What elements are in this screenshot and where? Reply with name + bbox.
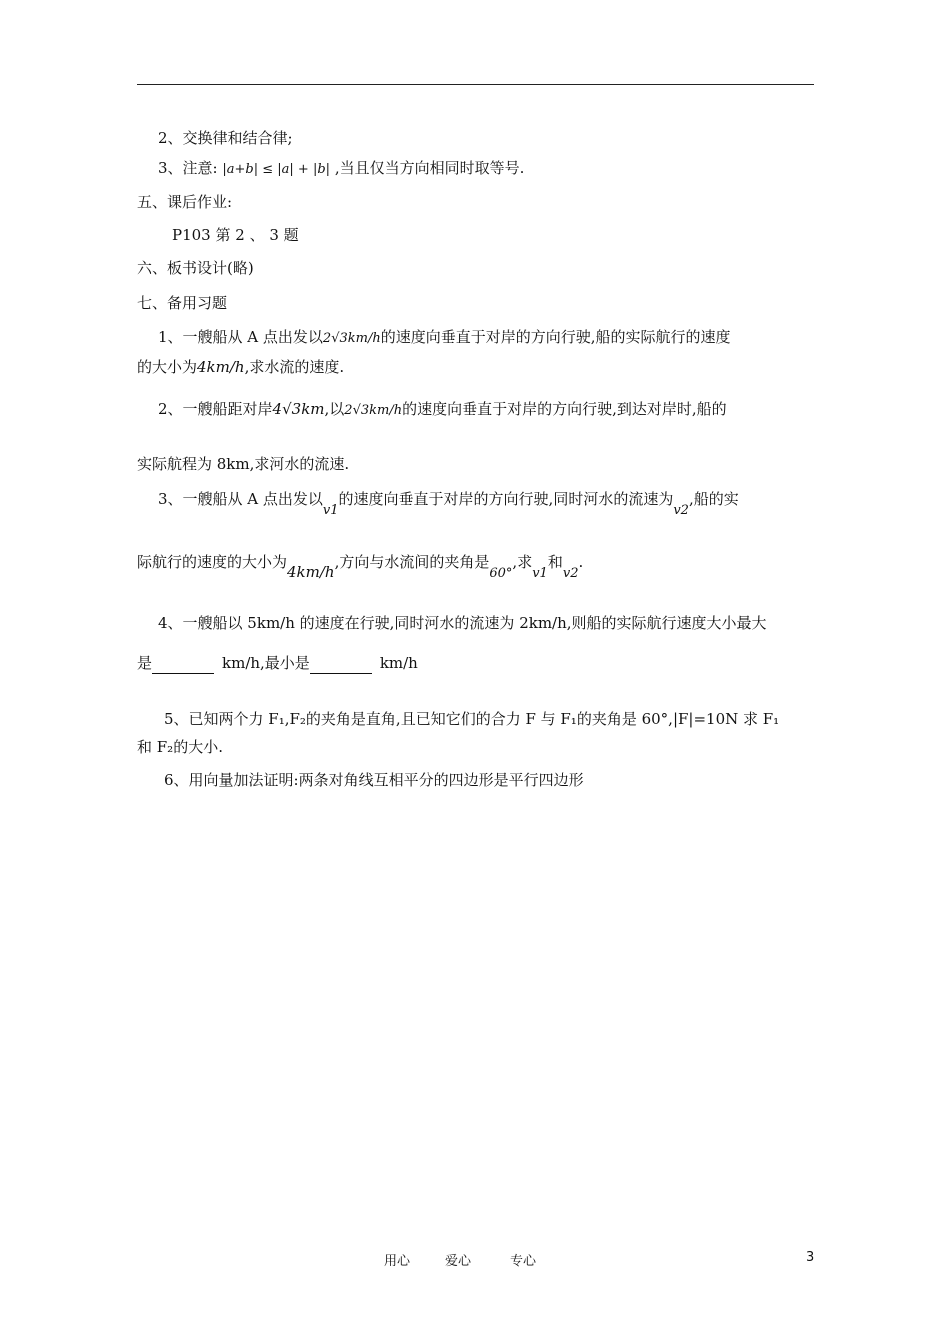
exercise-4-unit-1: km/h,最小是: [222, 654, 310, 672]
exercise-3-v2: v2: [673, 503, 689, 518]
footer-motto-3: 专心: [510, 1254, 537, 1269]
exercise-3-text-g: 和: [547, 553, 563, 571]
exercise-3-text-b: 的速度向垂直于对岸的方向行驶,同时河水的流速为: [338, 490, 674, 508]
exercise-2-text-c: 的速度向垂直于对岸的方向行驶,到达对岸时,船的: [402, 400, 727, 418]
exercise-1-text-a: 1、一艘船从 A 点出发以: [158, 328, 323, 346]
answer-blank-max: [152, 659, 214, 674]
exercise-1-text-b: 的速度向垂直于对岸的方向行驶,船的实际航行的速度: [380, 328, 731, 346]
exercise-2-line-1: [158, 399, 727, 421]
exercise-1-text-d: ,求水流的速度.: [244, 358, 345, 376]
exercise-1-speed: 2√3km/h: [322, 331, 381, 346]
answer-blank-min: [310, 659, 372, 674]
exercise-3-line-2: [137, 552, 584, 581]
exercise-2-speed: 2√3km/h: [344, 403, 403, 418]
triangle-inequality-formula: |a+b| ≤ |a| + |b|: [222, 162, 331, 177]
exercise-4-line-1: [158, 613, 767, 633]
homework-heading-text: 五、课后作业:: [137, 193, 233, 211]
exercise-3-angle: 60°: [489, 566, 513, 581]
exercise-6-line-1: [164, 770, 584, 790]
exercise-3-text-c: ,船的实: [688, 490, 739, 508]
exercise-2-text-a: 2、一艘船距对岸: [158, 400, 273, 418]
exercise-4-line-2: [137, 653, 418, 674]
exercise-3-text-a: 3、一艘船从 A 点出发以: [158, 490, 323, 508]
exercise-3-line-1: [158, 489, 739, 518]
exercise-6-text-a: 6、用向量加法证明:两条对角线互相平分的四边形是平行四边形: [164, 771, 584, 789]
summary-item-3: [158, 158, 524, 180]
exercise-4-text-a: 4、一艘船以 5km/h 的速度在行驶,同时河水的流速为 2km/h,则船的实际航行速度大小最大: [158, 614, 767, 632]
exercise-2-text-d: 实际航程为 8km,求河水的流速.: [137, 455, 350, 473]
summary-item-3-prefix: 3、注意:: [158, 159, 218, 177]
page-number: 3: [806, 1250, 815, 1265]
exercise-2-line-2: [137, 454, 349, 474]
exercise-3-text-h: .: [578, 553, 584, 571]
exercise-2-distance: 4√3km: [272, 400, 325, 418]
exercise-3-text-e: ,方向与水流间的夹角是: [334, 553, 490, 571]
exercise-1-text-c: 的大小为: [137, 358, 198, 376]
summary-item-3-suffix: ,当且仅当方向相同时取等号.: [334, 159, 525, 177]
homework-text: [172, 225, 299, 245]
footer-motto-2: 爱心: [445, 1254, 472, 1269]
board-heading: [137, 258, 254, 278]
exercise-3-text-f: ,求: [512, 553, 533, 571]
exercise-2-text-b: ,以: [324, 400, 345, 418]
board-heading-text: 六、板书设计(略): [137, 259, 254, 277]
exercise-1-speed-2: 4km/h: [197, 358, 245, 376]
exercise-3-text-d: 际航行的速度的大小为: [137, 553, 288, 571]
exercise-5-text-b: 和 F₂的大小.: [137, 738, 223, 756]
exercises-heading-text: 七、备用习题: [137, 294, 228, 312]
exercise-3-v1: v1: [322, 503, 339, 518]
summary-item-2-text: 2、交换律和结合律;: [158, 129, 293, 147]
exercise-5-line-2: [137, 737, 223, 757]
exercise-4-unit-2: km/h: [379, 654, 418, 672]
summary-item-2: [158, 128, 293, 148]
header-rule: [137, 84, 814, 85]
exercise-1-line-1: [158, 327, 731, 349]
exercise-3-v1-ref: v1: [532, 566, 548, 581]
footer-motto-1: 用心: [384, 1254, 411, 1269]
exercise-3-speed: 4km/h: [287, 563, 335, 581]
exercises-heading: [137, 293, 227, 313]
exercise-5-text-a: 5、已知两个力 F₁,F₂的夹角是直角,且已知它们的合力 F 与 F₁的夹角是 60°,|F|=10N 求 F₁: [164, 710, 780, 728]
exercise-5-line-1: [164, 709, 779, 729]
exercise-1-line-2: [137, 357, 344, 377]
exercise-3-v2-ref: v2: [562, 566, 579, 581]
homework-text-content: P103 第 2 、 3 题: [172, 226, 299, 244]
exercise-4-text-b: 是: [137, 654, 153, 672]
homework-heading: [137, 192, 232, 212]
